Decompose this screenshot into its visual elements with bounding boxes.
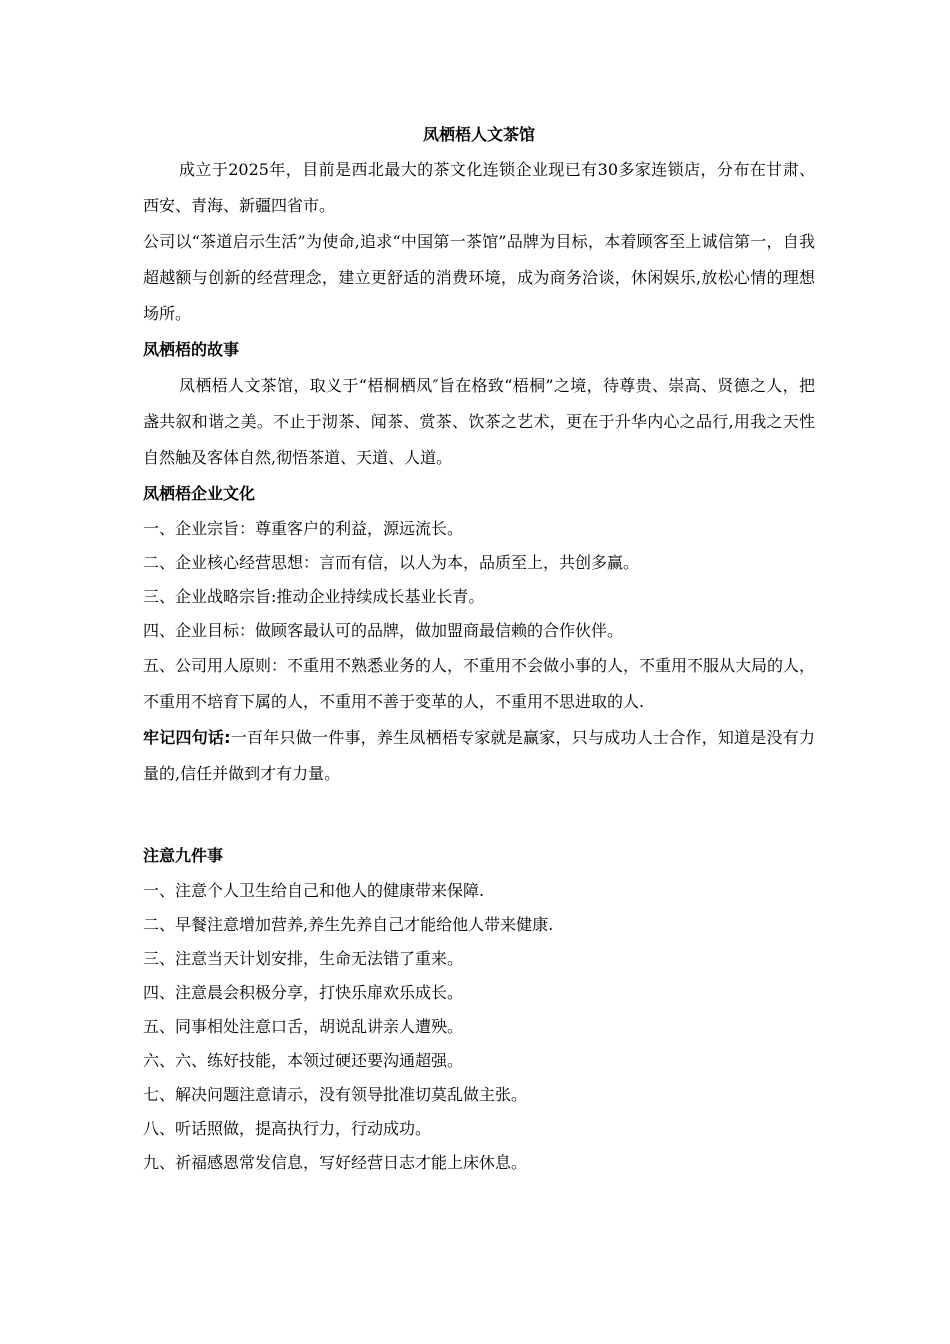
culture-item-1: 一、企业宗旨：尊重客户的利益，源远流长。	[143, 519, 464, 538]
nine-item-3: 三、注意当天计划安排，生命无法错了重来。	[143, 949, 464, 968]
culture-heading: 凤栖梧企业文化	[143, 484, 256, 503]
nine-item-5: 五、同事相处注意口舌，胡说乱讲亲人遭殃。	[143, 1017, 464, 1036]
nine-item-2: 二、早餐注意增加营养,养生先养自己才能给他人带来健康.	[143, 915, 554, 934]
culture-item-3: 三、企业战略宗旨:推动企业持续成长基业长青。	[143, 587, 485, 606]
document-title: 凤栖梧人文茶馆	[422, 125, 535, 144]
nine-item-4: 四、注意晨会积极分享，打快乐扉欢乐成长。	[143, 983, 464, 1002]
motto-paragraph	[143, 720, 815, 792]
document-page	[143, 118, 815, 1180]
nine-item-9: 九、祈福感恩常发信息，写好经营日志才能上床休息。	[143, 1153, 528, 1172]
nine-item-8: 八、听话照做，提高执行力，行动成功。	[143, 1119, 432, 1138]
nine-item-6: 六、六、练好技能，本领过硬还要沟通超强。	[143, 1051, 464, 1070]
culture-item-4: 四、企业目标：做顾客最认可的品牌，做加盟商最信赖的合作伙伴。	[143, 621, 624, 640]
motto-label: 牢记四句话:	[143, 728, 231, 747]
motto-text: 一百年只做一件事，养生凤栖梧专家就是赢家，只与成功人士合作，知道是没有力量的,信任并做到才有力量。	[143, 728, 815, 783]
nine-item-1: 一、注意个人卫生给自己和他人的健康带来保障.	[143, 881, 485, 900]
intro-paragraph-2: 公司以“茶道启示生活”为使命,追求“中国第一茶馆”品牌为目标，本着顾客至上诚信第一，自我超越额与创新的经营理念，建立更舒适的消费环境，成为商务洽谈，休闲娱乐,放松心情的理想场所。	[143, 232, 815, 323]
intro-paragraph-1: 成立于2025年，目前是西北最大的茶文化连锁企业现已有30多家连锁店，分布在甘肃、西安、青海、新疆四省市。	[143, 160, 815, 215]
nine-item-7: 七、解决问题注意请示，没有领导批准切莫乱做主张。	[143, 1085, 528, 1104]
section-spacer	[143, 792, 815, 838]
story-heading: 凤栖梧的故事	[143, 340, 240, 359]
culture-item-5: 五、公司用人原则：不重用不熟悉业务的人，不重用不会做小事的人，不重用不服从大局的人，不重用不培育下属的人，不重用不善于变革的人，不重用不思进取的人.	[143, 656, 816, 711]
nine-things-heading: 注意九件事	[143, 846, 224, 865]
story-paragraph: 凤栖梧人文茶馆，取义于“梧桐栖凤″旨在格致“梧桐”之境，待尊贵、崇高、贤德之人，把盏共叙和谐之美。不止于沏茶、闻茶、赏茶、饮茶之艺术，更在于升华内心之品行,用我之天性自然触及客体自然,彻悟茶道、天道、人道。	[143, 376, 815, 467]
culture-item-2: 二、企业核心经营思想：言而有信，以人为本，品质至上，共创多赢。	[143, 553, 640, 572]
